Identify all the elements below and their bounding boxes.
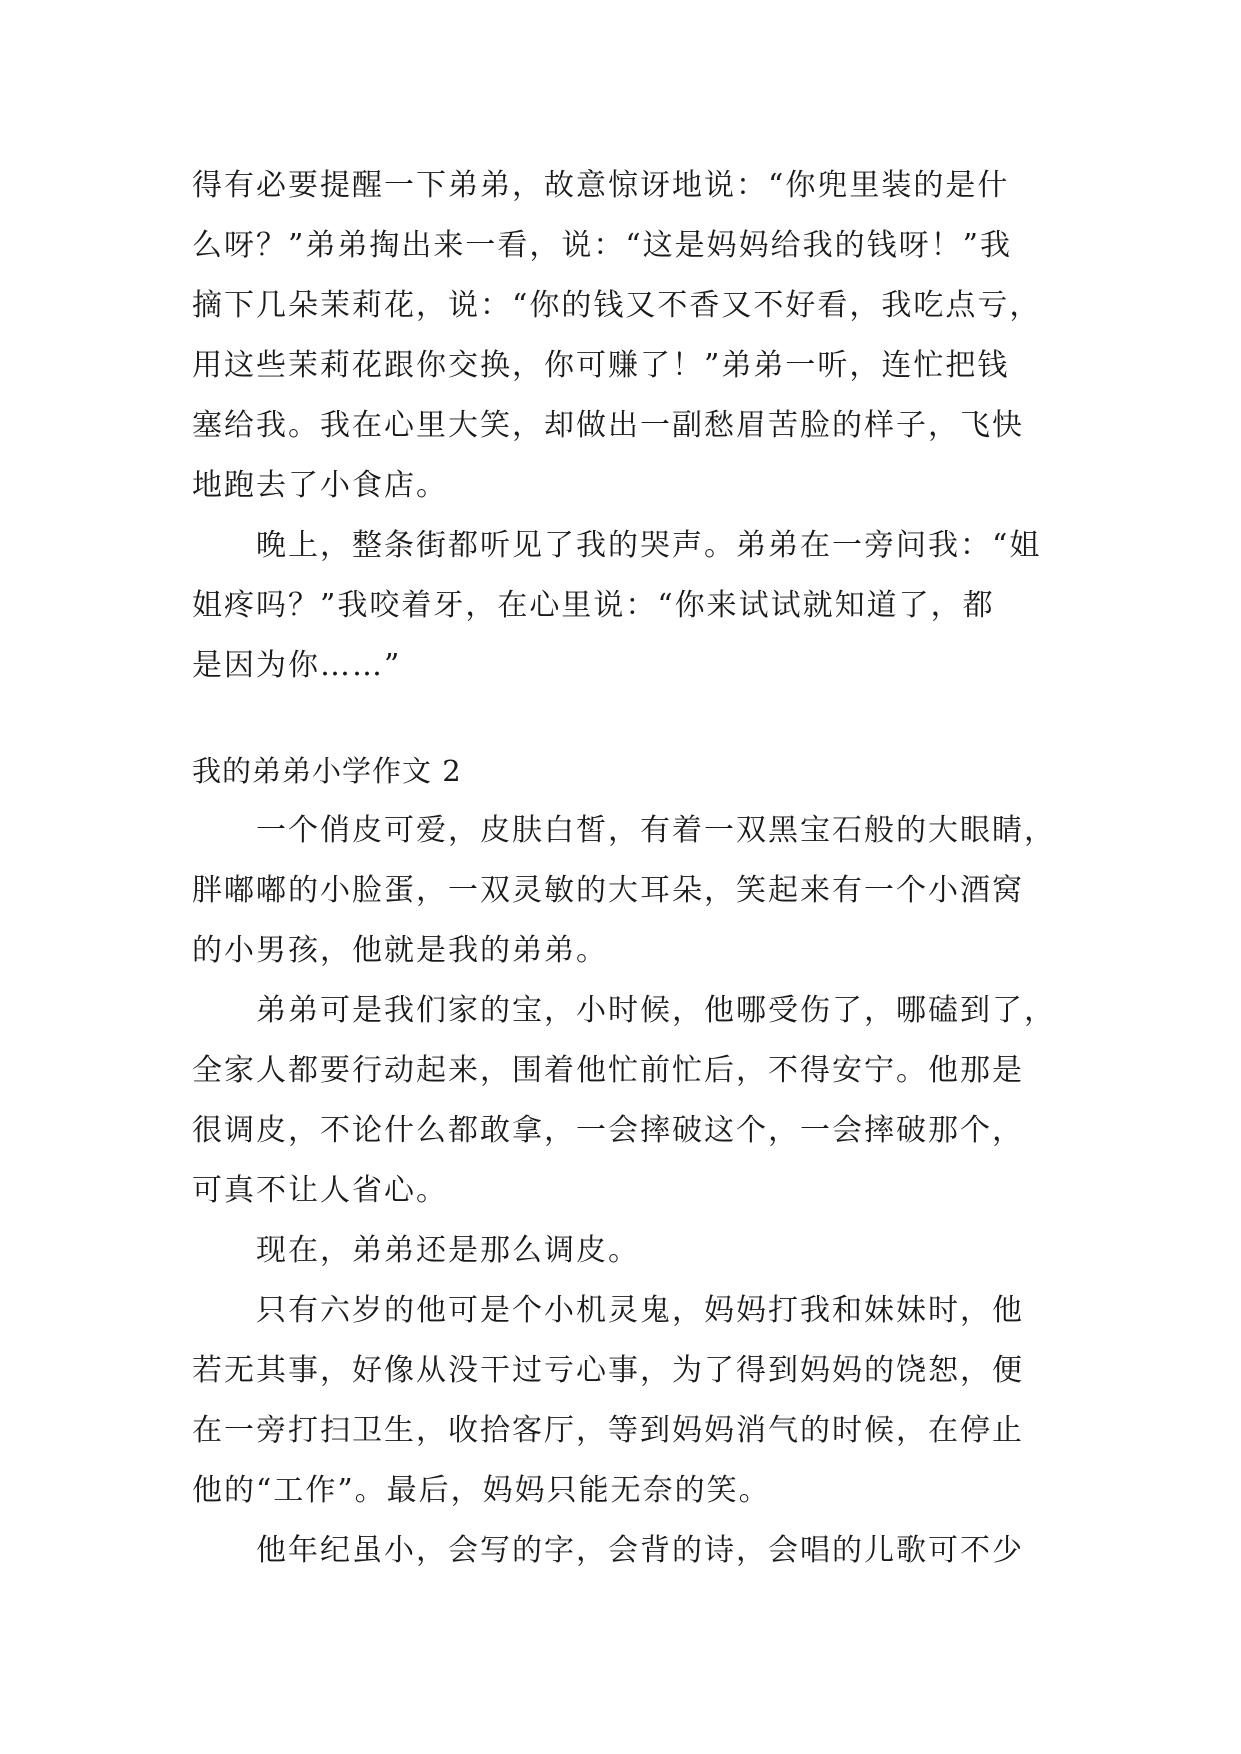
text-line: 一个俏皮可爱，皮肤白皙，有着一双黑宝石般的大眼睛， [256, 813, 1056, 848]
text-line: 很调皮，不论什么都敢拿，一会摔破这个，一会摔破那个， [192, 1113, 1024, 1148]
text-line: 若无其事，好像从没干过亏心事，为了得到妈妈的饶恕，便 [192, 1353, 1024, 1388]
section-title: 我的弟弟小学作文 2 [192, 754, 462, 788]
text-line: 晚上，整条街都听见了我的哭声。弟弟在一旁问我：“姐 [256, 528, 1042, 563]
text-line: 姐疼吗？”我咬着牙，在心里说：“你来试试就知道了，都 [192, 588, 995, 623]
text-line: 胖嘟嘟的小脸蛋，一双灵敏的大耳朵，笑起来有一个小酒窝 [192, 873, 1024, 908]
text-line: 他年纪虽小，会写的字，会背的诗，会唱的儿歌可不少 [256, 1533, 1024, 1568]
text-line: 弟弟可是我们家的宝，小时候，他哪受伤了，哪磕到了， [256, 993, 1056, 1028]
text-line: 用这些茉莉花跟你交换，你可赚了！”弟弟一听，连忙把钱 [192, 348, 1010, 383]
text-line: 他的“工作”。最后，妈妈只能无奈的笑。 [192, 1473, 771, 1508]
text-line: 现在，弟弟还是那么调皮。 [256, 1233, 640, 1268]
text-line: 塞给我。我在心里大笑，却做出一副愁眉苦脸的样子，飞快 [192, 408, 1024, 443]
text-line: 全家人都要行动起来，围着他忙前忙后，不得安宁。他那是 [192, 1053, 1024, 1088]
text-line: 只有六岁的他可是个小机灵鬼，妈妈打我和妹妹时，他 [256, 1293, 1024, 1328]
text-line: 地跑去了小食店。 [192, 468, 448, 503]
text-line: 可真不让人省心。 [192, 1173, 448, 1208]
text-line: 是因为你……” [192, 648, 402, 683]
text-line: 得有必要提醒一下弟弟，故意惊讶地说：“你兜里装的是什 [192, 168, 1010, 203]
text-line: 摘下几朵茉莉花，说：“你的钱又不香又不好看，我吃点亏， [192, 288, 1042, 323]
text-line: 的小男孩，他就是我的弟弟。 [192, 933, 608, 968]
text-line: 在一旁打扫卫生，收拾客厅，等到妈妈消气的时候，在停止 [192, 1413, 1024, 1448]
text-line: 么呀？”弟弟掏出来一看，说：“这是妈妈给我的钱呀！”我 [192, 228, 1013, 263]
